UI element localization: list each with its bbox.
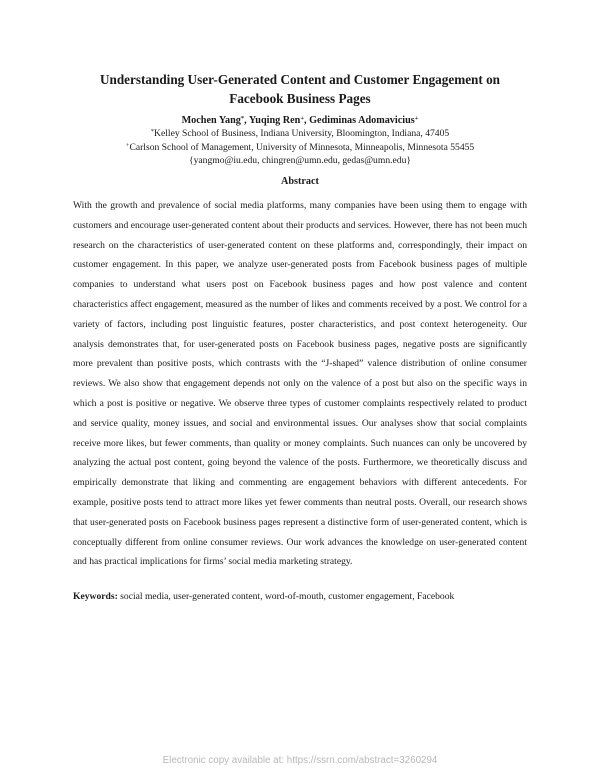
affiliation-mark: + [125,142,130,149]
keywords-label: Keywords: [73,591,118,602]
author-emails: {yangmo@iu.edu, chingren@umn.edu, gedas@umn.edu} [189,155,411,166]
author-mark: + [414,115,419,122]
keywords-line [73,590,527,604]
affiliation-text: Kelley School of Business, Indiana University, Bloomington, Indiana, 47405 [154,128,450,139]
affiliation-kelley [60,128,540,140]
paper-title-line-2: Facebook Business Pages [229,91,371,106]
abstract-heading: Abstract [281,176,319,187]
abstract-body: With the growth and prevalence of social media platforms, many companies have been using them to engage with customers and encourage user-generated content about their products and services. However, there has not been much research on the characteristics of user-generated content on these platforms and, correspondingly, their impact on customer engagement. In this paper, we analyze user-generated posts from Facebook business pages of multiple companies to understand what users post on Facebook business pages and how post valence and content characteristics affect engagement, measured as the number of likes and comments received by a post. We control for a variety of factors, including post linguistic features, poster characteristics, and post context heterogeneity. Our analysis demonstrates that, for user-generated posts on Facebook business pages, negative posts are significantly more prevalent than positive posts, which contrasts with the “J-shaped” valence distribution of online consumer reviews. We also show that engagement depends not only on the valence of a post but also on the specific ways in which a post is positive or negative. We observe three types of customer complaints respectively related to product and service quality, money issues, and social and environmental issues. Our analyses show that social complaints receive more likes, but fewer comments, than quality or money complaints. Such nuances can only be uncovered by analyzing the actual post content, going beyond the valence of the posts. Furthermore, we theoretically discuss and empirically demonstrate that liking and commenting are engagement behaviors with different antecedents. For example, positive posts tend to attract more likes yet fewer comments than neutral posts. Overall, our research shows that user-generated posts on Facebook business pages represent a distinctive form of user-generated content, which is conceptually different from online consumer reviews. Our work advances the knowledge on user-generated content and has practical implications for firms’ social media marketing strategy. [73,200,527,568]
author-name: Mochen Yang [181,115,241,126]
author-name: Gediminas Adomavicius [309,115,415,126]
author-mark: * [240,115,245,122]
author-list [60,114,540,128]
affiliation-carlson [60,142,540,154]
author-name: Yuqing Ren [248,115,301,126]
author-mark: + [300,115,305,122]
author-separator: , [304,115,310,126]
affiliation-text: Carlson School of Management, University of Minnesota, Minneapolis, Minnesota 55455 [129,142,475,153]
keywords-list: social media, user-generated content, word-of-mouth, customer engagement, Facebook [117,591,455,602]
ssrn-footer: Electronic copy available at: https://ssrn.com/abstract=3260294 [162,755,438,766]
affiliation-mark: * [150,128,155,135]
author-separator: , [244,115,249,126]
paper-title-line-1: Understanding User-Generated Content and Customer Engagement on [99,72,501,87]
paper-title [60,70,540,108]
